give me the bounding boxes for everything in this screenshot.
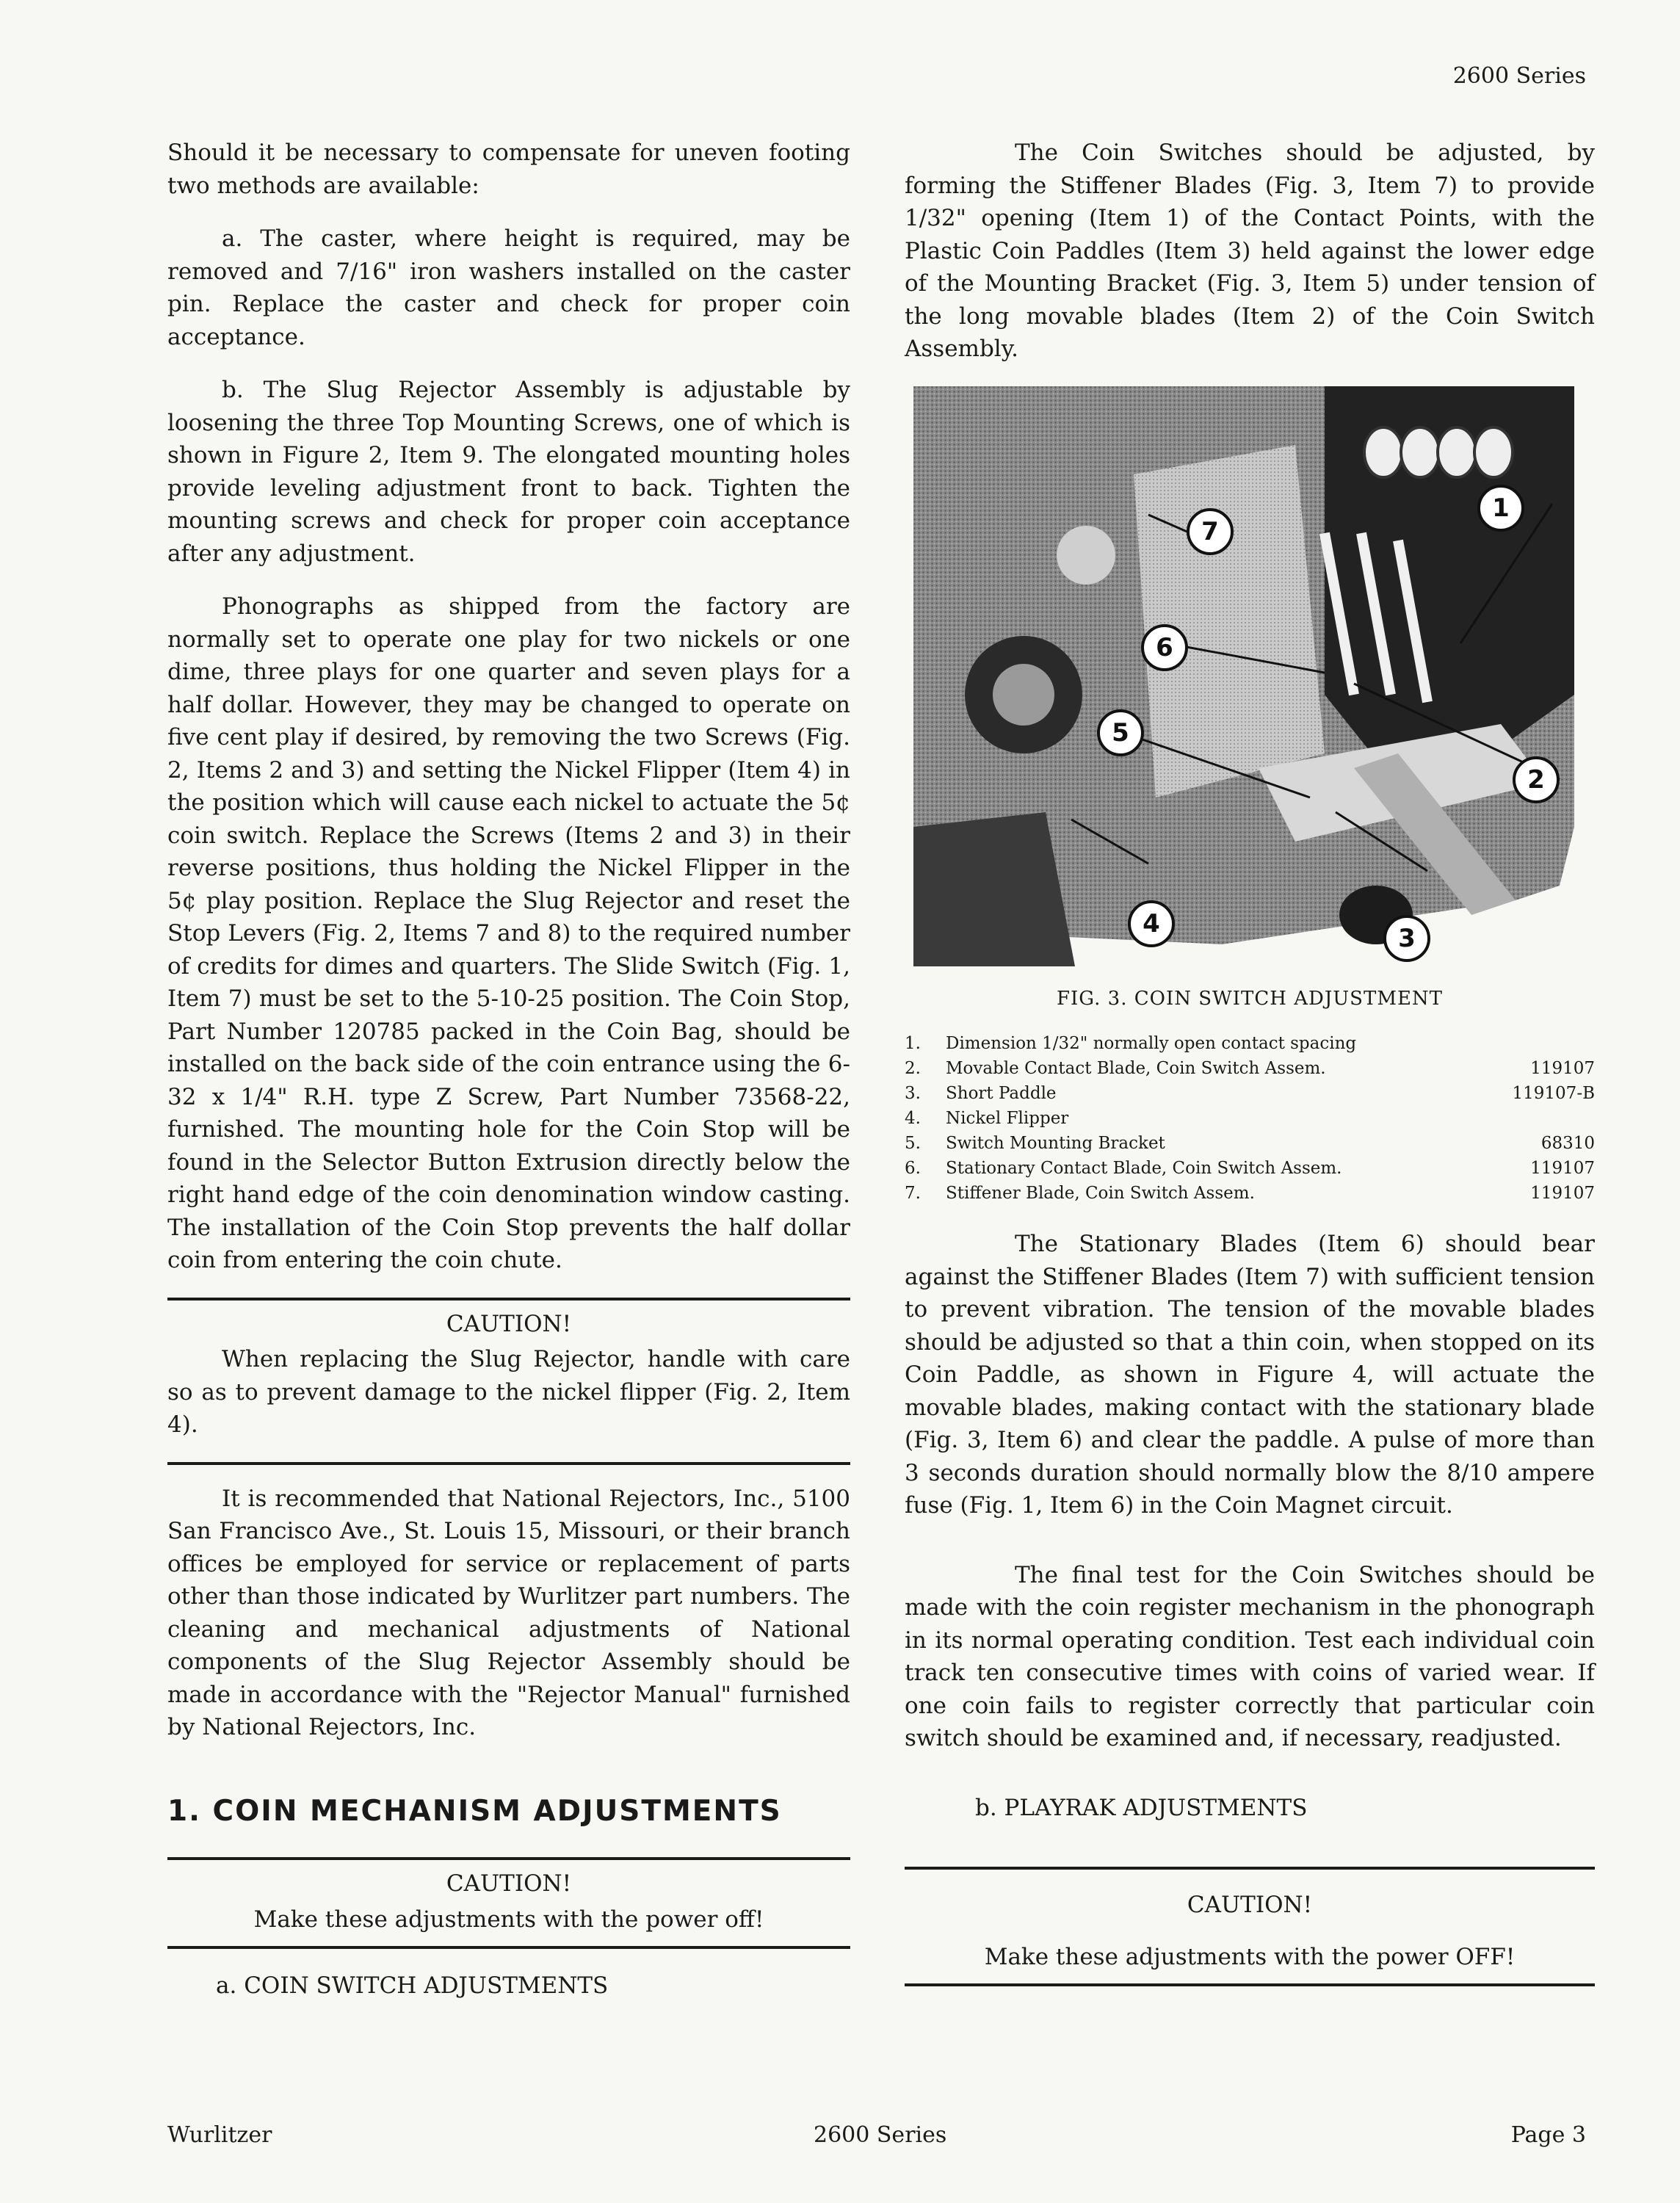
legend-desc: Dimension 1/32" normally open contact spacing <box>946 1034 1357 1053</box>
legend-part: 68310 <box>1540 1134 1595 1153</box>
legend-part: 119107 <box>1530 1159 1595 1178</box>
paragraph-uneven-footing: Should it be necessary to compensate for uneven footing two methods are available: <box>167 140 850 199</box>
right-column <box>905 137 1595 1986</box>
legend-desc: Nickel Flipper <box>946 1109 1069 1128</box>
footer-page-number: Page 3 <box>1510 2122 1586 2148</box>
legend-row <box>905 1131 1595 1156</box>
coin-switch-photo-drawing <box>913 386 1574 966</box>
legend-desc: Switch Mounting Bracket <box>946 1134 1165 1153</box>
running-header: 2600 Series <box>1452 63 1586 89</box>
legend-row <box>905 1056 1595 1081</box>
legend-desc: Movable Contact Blade, Coin Switch Assem. <box>946 1059 1326 1078</box>
callout-1: 1 <box>1477 485 1524 532</box>
divider <box>167 1857 850 1860</box>
callout-6: 6 <box>1141 624 1188 671</box>
paragraph-final-test: The final test for the Coin Switches should be made with the coin register mechanism in the phonograph in its normal operating condition. Test each individual coin track ten consecutive times with coins of varied wear. If one coin fails to register correctly that particular coin switch should be examined and, if necessary, readjusted. <box>905 1561 1595 1751</box>
legend-num: 5. <box>905 1134 921 1153</box>
subsection-heading: a. COIN SWITCH ADJUSTMENTS <box>216 1972 609 1999</box>
legend-part: 119107 <box>1530 1059 1595 1078</box>
caution-body: Make these adjustments with the power OFF! <box>984 1943 1516 1970</box>
legend-num: 2. <box>905 1059 921 1078</box>
section-heading: 1. COIN MECHANISM ADJUSTMENTS <box>167 1794 782 1828</box>
legend-row <box>905 1031 1595 1056</box>
footer-left: Wurlitzer <box>167 2122 272 2148</box>
paragraph-coin-switches: The Coin Switches should be adjusted, by forming the Stiffener Blades (Fig. 3, Item 7) to provide 1/32" opening (Item 1) of the Contact Points, with the Plastic Coin Paddles (Item 3) held against the lower edge of the Mounting Bracket (Fig. 3, Item 5) under tension of the long movable blades (Item 2) of the Coin Switch Assembly. <box>905 140 1595 362</box>
legend-desc: Short Paddle <box>946 1084 1057 1103</box>
caution-title: CAUTION! <box>446 1310 572 1337</box>
legend-row <box>905 1156 1595 1181</box>
legend-part: 119107 <box>1530 1184 1595 1203</box>
footer-center: 2600 Series <box>814 2122 947 2148</box>
legend-part <box>1485 1031 1595 1056</box>
divider <box>905 1867 1595 1870</box>
legend-num: 3. <box>905 1084 921 1103</box>
paragraph-stationary-blades: The Stationary Blades (Item 6) should bear against the Stiffener Blades (Item 7) with sufficient tension to prevent vibration. The tension of the movable blades should be adjusted so that a thin coin, when stopped on its Coin Paddle, as shown in Figure 4, will actuate the movable blades, making contact with the stationary blade (Fig. 3, Item 6) and clear the paddle. A pulse of more than 3 seconds duration should normally blow the 8/10 ampere fuse (Fig. 1, Item 6) in the Coin Magnet circuit. <box>905 1231 1595 1519</box>
figure-caption: FIG. 3. COIN SWITCH ADJUSTMENT <box>1056 987 1444 1010</box>
figure-legend <box>905 1031 1595 1206</box>
divider <box>167 1946 850 1949</box>
caution-title: CAUTION! <box>446 1870 572 1897</box>
legend-num: 7. <box>905 1184 921 1203</box>
legend-desc: Stationary Contact Blade, Coin Switch Assem. <box>946 1159 1342 1178</box>
legend-num: 4. <box>905 1109 921 1128</box>
coin-switch-photo <box>913 386 1574 966</box>
legend-num: 1. <box>905 1034 921 1053</box>
divider <box>905 1983 1595 1986</box>
paragraph-national-rejectors: It is recommended that National Rejectors, Inc., 5100 San Francisco Ave., St. Louis 15, Missouri, or their branch offices be employed for service or replacement of parts other than those indicated by Wurlitzer part numbers. The cleaning and mechanical adjustments of National components of the Slug Rejector Assembly should be made in accordance with the "Rejector Manual" furnished by National Rejectors, Inc. <box>167 1485 850 1740</box>
caution-body: Make these adjustments with the power off! <box>253 1906 764 1933</box>
divider <box>167 1298 850 1301</box>
caution-title: CAUTION! <box>1187 1892 1313 1918</box>
legend-row <box>905 1081 1595 1106</box>
callout-5: 5 <box>1097 709 1144 756</box>
subsection-heading: b. PLAYRAK ADJUSTMENTS <box>975 1794 1308 1821</box>
legend-desc: Stiffener Blade, Coin Switch Assem. <box>946 1184 1255 1203</box>
legend-row <box>905 1106 1595 1131</box>
legend-part <box>1485 1106 1595 1131</box>
legend-part: 119107-B <box>1512 1084 1595 1103</box>
callout-7: 7 <box>1187 508 1234 555</box>
callout-4: 4 <box>1128 900 1175 947</box>
paragraph-caster: a. The caster, where height is required, may be removed and 7/16" iron washers installed on the caster pin. Replace the caster and check for proper coin acceptance. <box>167 225 850 350</box>
caution-body: When replacing the Slug Rejector, handle with care so as to prevent damage to the nickel flipper (Fig. 2, Item 4). <box>167 1346 850 1438</box>
paragraph-slug-rejector: b. The Slug Rejector Assembly is adjustable by loosening the three Top Mounting Screws, one of which is shown in Figure 2, Item 9. The elongated mounting holes provide leveling adjustment front to back. Tighten the mounting screws and check for proper coin acceptance after any adjustment. <box>167 377 850 567</box>
left-column <box>167 137 850 2003</box>
legend-row <box>905 1181 1595 1206</box>
legend-num: 6. <box>905 1159 921 1178</box>
callout-2: 2 <box>1513 756 1560 803</box>
callout-3: 3 <box>1383 915 1430 962</box>
paragraph-phonographs: Phonographs as shipped from the factory are normally set to operate one play for two nickels or one dime, three plays for one quarter and seven plays for a half dollar. However, they may be changed to operate on five cent play if desired, by removing the two Screws (Fig. 2, Items 2 and 3) and setting the Nickel Flipper (Item 4) in the position which will cause each nickel to actuate the 5¢ coin switch. Replace the Screws (Items 2 and 3) in their reverse positions, thus holding the Nickel Flipper in the 5¢ play position. Replace the Slug Rejector and reset the Stop Levers (Fig. 2, Items 7 and 8) to the required number of credits for dimes and quarters. The Slide Switch (Fig. 1, Item 7) must be set to the 5-10-25 position. The Coin Stop, Part Number 120785 packed in the Coin Bag, should be installed on the back side of the coin entrance using the 6-32 x 1/4" R.H. type Z Screw, Part Number 73568-22, furnished. The mounting hole for the Coin Stop will be found in the Selector Button Extrusion directly below the right hand edge of the coin denomination window casting. The installation of the Coin Stop prevents the half dollar coin from entering the coin chute. <box>167 593 850 1273</box>
divider <box>167 1462 850 1465</box>
